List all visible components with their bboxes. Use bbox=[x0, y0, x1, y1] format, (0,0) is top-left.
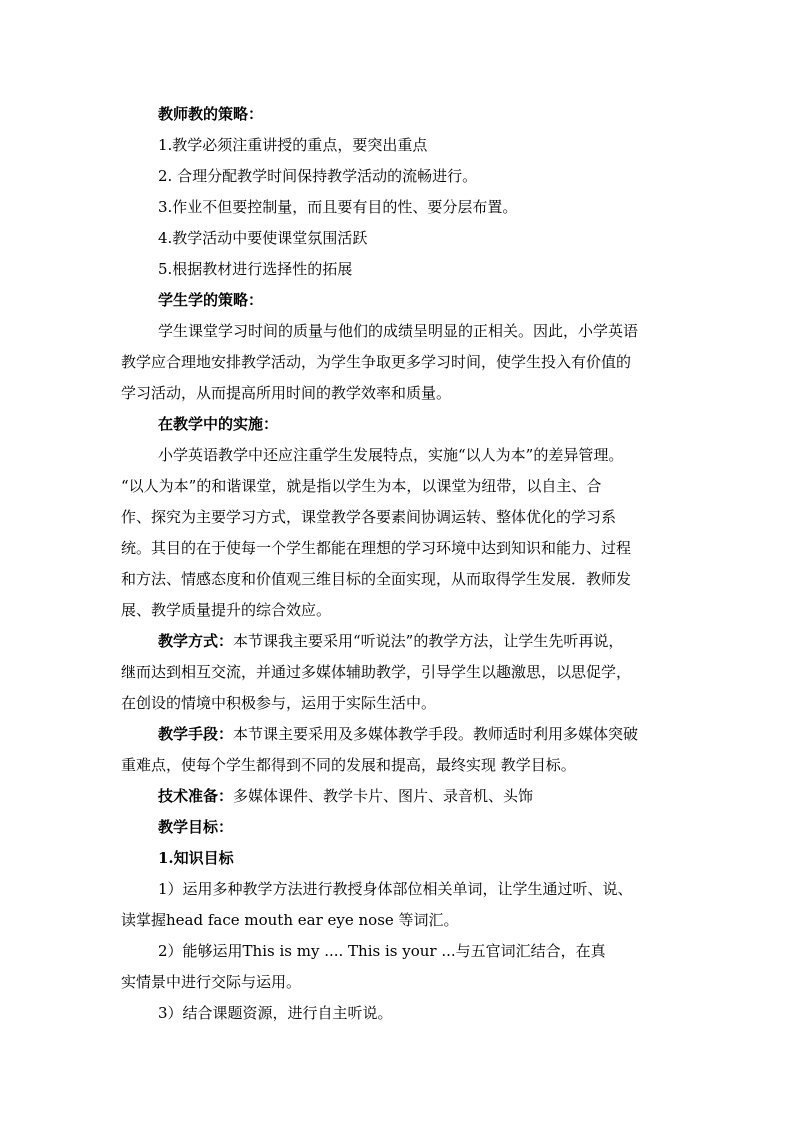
teaching-method-text: 本节课我主要采用“听说法”的教学方法，让学生先听再说， bbox=[233, 632, 624, 650]
teaching-means-text: 本节课主要采用及多媒体教学手段。教师适时利用多媒体突破 bbox=[233, 725, 639, 743]
implementation-line-4: 统。其目的在于使每一个学生都能在理想的学习环境中达到知识和能力、过程 bbox=[121, 539, 632, 557]
tech-prep-line bbox=[158, 786, 533, 806]
goal-2-line-1: 2）能够运用This is my .... This is your ...与五官词汇结合，在真 bbox=[158, 942, 606, 960]
goal-1-line-1: 1）运用多种教学方法进行教授身体部位相关单词，让学生通过听、说、 bbox=[158, 880, 633, 898]
implementation-line-3: 作、探究为主要学习方式，课堂教学各要素间协调运转、整体优化的学习系 bbox=[121, 508, 617, 526]
student-paragraph-line-3: 学习活动，从而提高所用时间的教学效率和质量。 bbox=[121, 384, 452, 402]
goal-2-line-2: 实情景中进行交际与运用。 bbox=[121, 973, 302, 991]
teaching-means-line-1 bbox=[158, 724, 638, 744]
implementation-heading: 在教学中的实施： bbox=[158, 415, 279, 433]
teaching-means-label: 教学手段： bbox=[158, 725, 234, 743]
implementation-line-6: 展、教学质量提升的综合效应。 bbox=[121, 601, 332, 619]
implementation-line-1: 小学英语教学中还应注重学生发展特点，实施“以人为本”的差异管理。 bbox=[158, 446, 624, 464]
knowledge-goal-heading: 1.知识目标 bbox=[158, 849, 234, 867]
tech-prep-label: 技术准备： bbox=[158, 787, 234, 805]
teaching-means-line-2: 重难点，使每个学生都得到不同的发展和提高，最终实现 教学目标。 bbox=[121, 756, 576, 774]
goal-3-line: 3）结合课题资源，进行自主听说。 bbox=[158, 1004, 393, 1022]
teacher-item-2: 2. 合理分配教学时间保持教学活动的流畅进行。 bbox=[158, 167, 478, 185]
teacher-strategy-heading: 教师教的策略： bbox=[158, 105, 264, 123]
implementation-line-5: 和方法、情感态度和价值观三维目标的全面实现，从而取得学生发展．教师发 bbox=[121, 570, 632, 588]
student-strategy-heading: 学生学的策略： bbox=[158, 291, 264, 309]
tech-prep-text: 多媒体课件、教学卡片、图片、录音机、头饰 bbox=[233, 787, 534, 805]
student-paragraph-line-2: 教学应合理地安排教学活动，为学生争取更多学习时间，使学生投入有价值的 bbox=[121, 353, 632, 371]
teaching-method-line-3: 在创设的情境中积极参与，运用于实际生活中。 bbox=[121, 694, 437, 712]
teaching-method-line-1 bbox=[158, 631, 623, 651]
teacher-item-3: 3.作业不但要控制量，而且要有目的性、要分层布置。 bbox=[158, 198, 518, 216]
teacher-item-5: 5.根据教材进行选择性的拓展 bbox=[158, 260, 353, 278]
teaching-method-label: 教学方式： bbox=[158, 632, 234, 650]
teacher-item-1: 1.教学必须注重讲授的重点，要突出重点 bbox=[158, 136, 428, 154]
teacher-item-4: 4.教学活动中要使课堂氛围活跃 bbox=[158, 229, 368, 247]
teaching-goals-heading: 教学目标： bbox=[158, 818, 234, 836]
student-paragraph-line-1: 学生课堂学习时间的质量与他们的成绩呈明显的正相关。因此，小学英语 bbox=[158, 322, 639, 340]
implementation-line-2: “以人为本”的和谐课堂，就是指以学生为本，以课堂为纽带，以自主、合 bbox=[121, 477, 602, 495]
teaching-method-line-2: 继而达到相互交流，并通过多媒体辅助教学，引导学生以趣激思，以思促学， bbox=[121, 663, 632, 681]
goal-1-line-2: 读掌握head face mouth ear eye nose 等词汇。 bbox=[121, 911, 459, 929]
